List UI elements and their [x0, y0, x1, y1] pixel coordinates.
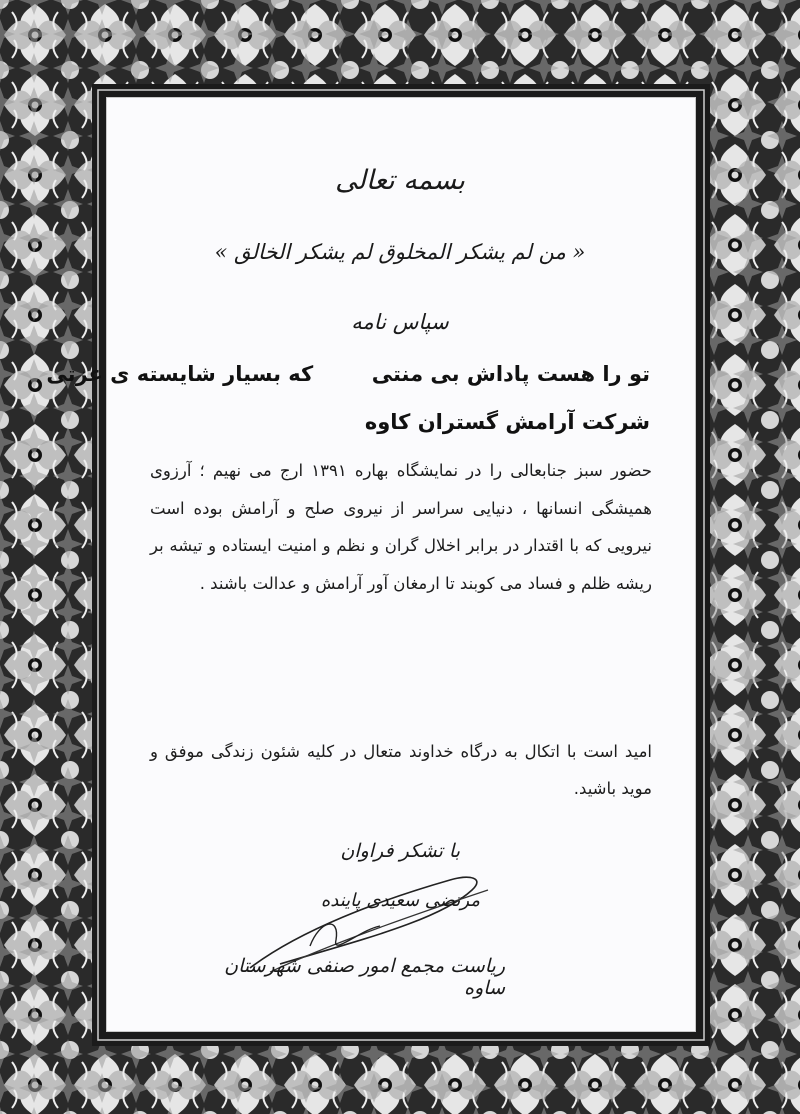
wish-paragraph: امید است با اتکال به درگاه خداوند متعال در کلیه شئون زندگی موفق و موید باشید.: [150, 742, 652, 798]
signer-name: مرتضی سعیدی پاینده: [320, 890, 480, 911]
poem-line: تو را هست پاداش بی منتی که بسیار شایسته ی عزتی: [46, 362, 650, 386]
signer-organization: ریاست مجمع امور صنفی شهرستان ساوه: [224, 955, 505, 999]
recipient-company: شرکت آرامش گستران کاوه: [364, 410, 650, 434]
hadith-quote: « من لم یشکر المخلوق لم یشکر الخالق »: [214, 240, 586, 264]
closing-thanks: با تشکر فراوان: [340, 840, 460, 862]
appreciation-paragraph: حضور سبز جنابعالی را در نمایشگاه بهاره ۱۳۹۱ ارج می نهیم ؛ آرزوی همیشگی انسانها ، دنیایی سراسر از نیروی صلح و آرامش بوده است نیرویی که با اقتدار در برابر اخلال گران و نظم و امنیت ایستاده و تیشه بر ریشه ظلم و فساد می کوبند تا ارمغان آور آرامش و عدالت باشند .: [150, 461, 652, 593]
heading-bismillah: بسمه تعالی: [335, 165, 465, 196]
certificate-title: سپاس نامه: [351, 310, 449, 334]
